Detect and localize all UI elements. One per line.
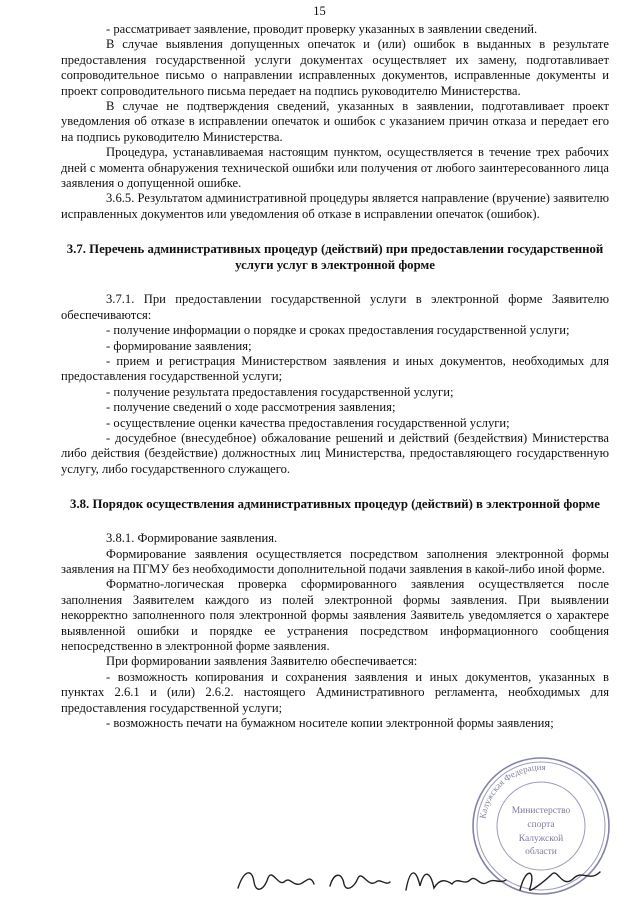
handwritten-certification — [230, 860, 610, 900]
list-item: - формирование заявления; — [106, 338, 252, 353]
seal-line: Министерство — [511, 806, 571, 816]
paragraph: - рассматривает заявление, проводит проверку указанных в заявлении сведений. — [106, 22, 538, 36]
paragraph: 3.6.5. Результатом административной процедуры является направление (вручение) заявителю исправленных документов или уведомления об отказе в исправлении опечаток (ошибок). — [61, 191, 609, 221]
list-item: - возможность копирования и сохранения заявления и иных документов, указанных в пунктах 2.6.1 и (или) 2.6.2. настоящего Административного регламента, необходимых для предоставления государственной услуги; — [61, 669, 609, 715]
list-item: - получение сведений о ходе рассмотрения заявления; — [106, 400, 396, 415]
list-item: - осуществление оценки качества предоставления государственной услуги; — [106, 415, 510, 430]
page-number: 15 — [313, 4, 326, 18]
seal-line: спорта — [527, 820, 555, 830]
paragraph: При формировании заявления Заявителю обеспечивается: — [106, 654, 418, 669]
spacer — [61, 477, 609, 496]
list-item: - прием и регистрация Министерством заявления и иных документов, необходимых для предоставления государственной услуги; — [61, 353, 609, 384]
paragraph: В случае выявления допущенных опечаток и (или) ошибок в выданных в результате предоставления государственной услуги документах осуществляет их замену, подготавливает сопроводительное письмо о направлении исправленных документов, исправленные документы и проект сопроводительного письма передает на подпись руководителю Министерства. — [61, 37, 609, 98]
seal-line: области — [525, 847, 557, 857]
paragraph: 3.7.1. При предоставлении государственной услуги в электронной форме Заявителю обеспечиваются: — [61, 292, 609, 322]
list-item: - досудебное (внесудебное) обжалование решений и действий (бездействия) Министерства либо действия (бездействие) должностных лиц Министерства, предоставляющего государственную услугу, либо государственного служащего. — [61, 430, 609, 476]
spacer — [61, 273, 609, 292]
document-body — [61, 22, 609, 731]
paragraph: Процедура, устанавливаемая настоящим пунктом, осуществляется в течение трех рабочих дней с момента обнаружения технической ошибки или получения от любого заинтересованного лица заявления о допущенной ошибке. — [61, 145, 609, 191]
list-item: - получение информации о порядке и сроках предоставления государственной услуги; — [106, 323, 570, 338]
list-item: - возможность печати на бумажном носителе копии электронной формы заявления; — [106, 716, 554, 731]
spacer — [61, 512, 609, 531]
paragraph: В случае не подтверждения сведений, указанных в заявлении, подготавливает проект уведомления об отказе в исправлении опечаток и ошибок с указанием причин отказа и передает его на подпись руководителю Министерства. — [61, 99, 609, 144]
spacer — [61, 222, 609, 241]
paragraph: 3.8.1. Формирование заявления. — [106, 531, 278, 546]
section-heading-3-8: 3.8. Порядок осуществления административных процедур (действий) в электронной форме — [70, 497, 600, 512]
seal-ring-text: Калужская Федерация — [477, 761, 546, 820]
paragraph: Форматно-логическая проверка сформированного заявления осуществляется после заполнения Заявителем каждого из полей электронной формы заявления. При выявлении некорректно заполненного поля электронной формы заявления Заявитель уведомляется о характере выявленной ошибки и порядке ее устранения посредством информационного сообщения непосредственно в электронной форме заявления. — [61, 577, 609, 653]
seal-line: Калужской — [518, 834, 564, 844]
paragraph: Формирование заявления осуществляется посредством заполнения электронной формы заявления на ПГМУ без необходимости дополнительной подачи заявления в какой-либо иной форме. — [61, 546, 609, 576]
section-heading-3-7: 3.7. Перечень административных процедур (действий) при предоставлении государственной услуги услуг в электронной форме — [66, 242, 604, 273]
list-item: - получение результата предоставления государственной услуги; — [106, 384, 454, 399]
